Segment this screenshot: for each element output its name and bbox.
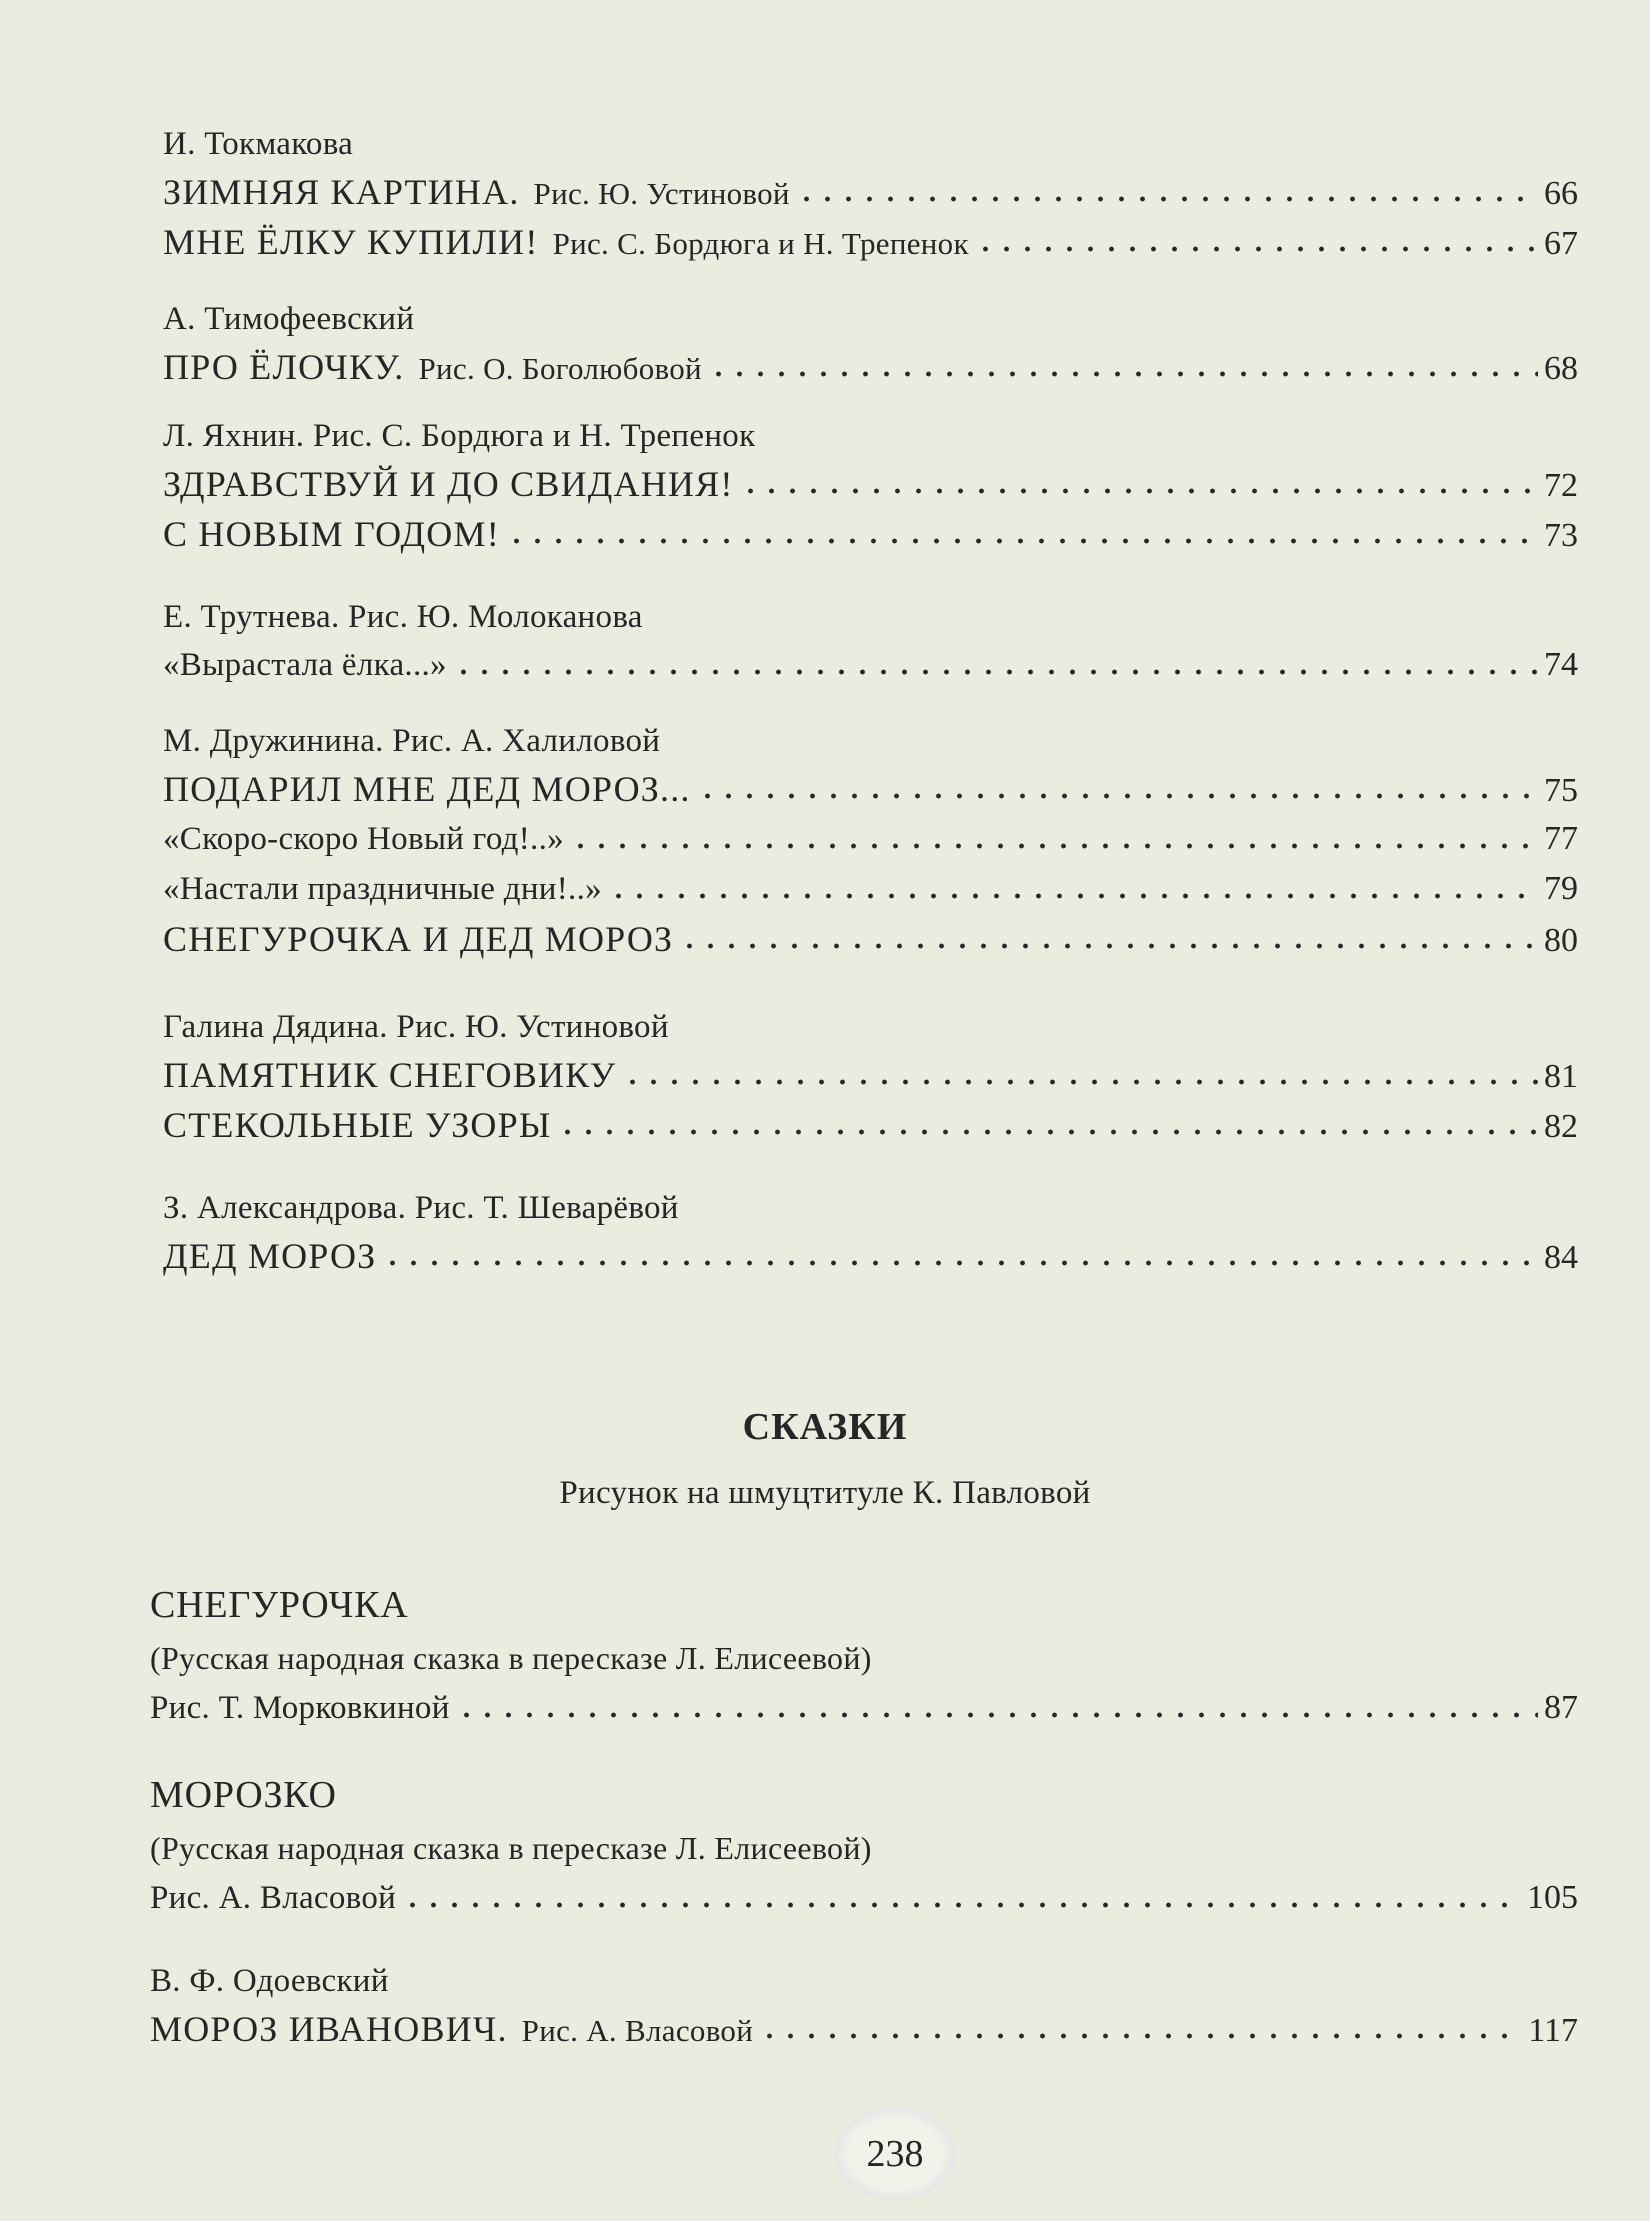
toc-title: МОРОЗ ИВАНОВИЧ.: [150, 2009, 508, 2049]
toc-title: МНЕ ЁЛКУ КУПИЛИ!: [163, 222, 539, 262]
toc-line[interactable]: [163, 1050, 1578, 1100]
dot-leader: [622, 1075, 1538, 1089]
story-note: (Русская народная сказка в пересказе Л. Елисеевой): [150, 1640, 872, 1676]
toc-page-number: 87: [1544, 1689, 1578, 1726]
toc-line[interactable]: [163, 1100, 1578, 1150]
toc-entry-druzhinina: [163, 718, 1578, 964]
toc-entry-tokmakova: [163, 121, 1578, 267]
toc-title: «Скоро-скоро Новый год!..»: [163, 821, 564, 857]
toc-entry-timofeevsky: [163, 296, 1578, 392]
dot-leader: [402, 1898, 1521, 1912]
toc-page-number: 68: [1544, 350, 1578, 387]
toc-line[interactable]: [150, 1873, 1578, 1923]
toc-page-number: 77: [1544, 820, 1578, 857]
toc-entry-dyadina: [163, 1004, 1578, 1150]
toc-line[interactable]: [163, 914, 1578, 964]
toc-entry-trutneva: [163, 594, 1578, 690]
toc-title: ПРО ЁЛОЧКУ.: [163, 347, 405, 387]
dot-leader: [570, 839, 1538, 853]
toc-illustrator: Рис. Ю. Устиновой: [533, 176, 790, 211]
toc-illustrator: Рис. С. Бордюга и Н. Трепенок: [552, 226, 969, 261]
toc-page-number: 79: [1544, 870, 1578, 907]
toc-illustrator: Рис. О. Боголюбовой: [418, 351, 702, 386]
toc-title: ПАМЯТНИК СНЕГОВИКУ: [163, 1055, 617, 1095]
toc-page-number: 66: [1544, 175, 1578, 212]
toc-page-number: 105: [1527, 1879, 1578, 1916]
toc-author: Л. Яхнин. Рис. С. Бордюга и Н. Трепенок: [163, 418, 756, 454]
dot-leader: [708, 367, 1538, 381]
dot-leader: [382, 1256, 1538, 1270]
toc-entry-aleksandrova: [163, 1185, 1578, 1281]
toc-page-number: 75: [1544, 772, 1578, 809]
dot-leader: [759, 2029, 1522, 2043]
dot-leader: [456, 1708, 1538, 1722]
toc-line[interactable]: [163, 814, 1578, 864]
toc-page-number: 82: [1544, 1108, 1578, 1145]
page-number: 238: [866, 2133, 924, 2175]
toc-page-number: 80: [1544, 922, 1578, 959]
toc-page-number: 84: [1544, 1239, 1578, 1276]
toc-author: В. Ф. Одоевский: [150, 1963, 389, 1999]
toc-story-snegurochka: [150, 1577, 1578, 1733]
toc-entry-yakhnin: [163, 413, 1578, 559]
toc-page-number: 81: [1544, 1058, 1578, 1095]
toc-title: СНЕГУРОЧКА И ДЕД МОРОЗ: [163, 919, 674, 959]
toc-page-number: 72: [1544, 467, 1578, 504]
toc-title: ПОДАРИЛ МНЕ ДЕД МОРОЗ...: [163, 769, 691, 809]
toc-entry-odoevsky: [150, 1958, 1578, 2054]
toc-page-number: 73: [1544, 517, 1578, 554]
story-title[interactable]: МОРОЗКО: [150, 1774, 337, 1816]
dot-leader: [506, 534, 1538, 548]
section-subtitle: Рисунок на шмуцтитуле К. Павловой: [559, 1475, 1091, 1511]
toc-line[interactable]: [163, 342, 1578, 392]
toc-line[interactable]: [163, 864, 1578, 914]
story-title[interactable]: СНЕГУРОЧКА: [150, 1584, 409, 1626]
toc-page-number: 74: [1544, 646, 1578, 683]
dot-leader: [697, 789, 1538, 803]
toc-line[interactable]: [163, 764, 1578, 814]
toc-title: СТЕКОЛЬНЫЕ УЗОРЫ: [163, 1105, 552, 1145]
toc-page-number: 117: [1528, 2012, 1578, 2049]
dot-leader: [453, 665, 1538, 679]
story-note: (Русская народная сказка в пересказе Л. Елисеевой): [150, 1830, 872, 1866]
toc-title: С НОВЫМ ГОДОМ!: [163, 514, 500, 554]
page-number-badge: [835, 2108, 955, 2200]
toc-title: «Настали праздничные дни!..»: [163, 871, 602, 907]
toc-author: И. Токмакова: [163, 126, 354, 162]
toc-line[interactable]: [163, 459, 1578, 509]
toc-author: М. Дружинина. Рис. А. Халиловой: [163, 723, 661, 759]
toc-line[interactable]: [150, 2004, 1578, 2054]
toc-line[interactable]: [163, 509, 1578, 559]
dot-leader: [679, 939, 1538, 953]
toc-title: «Вырастала ёлка...»: [163, 647, 447, 683]
toc-line[interactable]: [163, 640, 1578, 690]
toc-line[interactable]: [163, 1231, 1578, 1281]
toc-illustrator: Рис. А. Власовой: [521, 2013, 754, 2048]
toc-line[interactable]: [163, 167, 1578, 217]
dot-leader: [740, 484, 1538, 498]
toc-title: ЗИМНЯЯ КАРТИНА.: [163, 172, 520, 212]
dot-leader: [557, 1125, 1538, 1139]
dot-leader: [975, 242, 1538, 256]
section-title: СКАЗКИ: [742, 1406, 908, 1448]
toc-author: Е. Трутнева. Рис. Ю. Молоканова: [163, 599, 643, 635]
toc-story-morozko: [150, 1767, 1578, 1923]
toc-illustrator: Рис. Т. Морковкиной: [150, 1690, 450, 1726]
dot-leader: [608, 889, 1538, 903]
toc-line[interactable]: [163, 217, 1578, 267]
toc-title: ДЕД МОРОЗ: [163, 1236, 377, 1276]
toc-author: З. Александрова. Рис. Т. Шеварёвой: [163, 1190, 679, 1226]
toc-title: ЗДРАВСТВУЙ И ДО СВИДАНИЯ!: [163, 464, 734, 504]
toc-author: А. Тимофеевский: [163, 301, 415, 337]
toc-author: Галина Дядина. Рис. Ю. Устиновой: [163, 1009, 669, 1045]
toc-page-number: 67: [1544, 225, 1578, 262]
toc-line[interactable]: [150, 1683, 1578, 1733]
dot-leader: [796, 192, 1538, 206]
toc-illustrator: Рис. А. Власовой: [150, 1880, 397, 1916]
